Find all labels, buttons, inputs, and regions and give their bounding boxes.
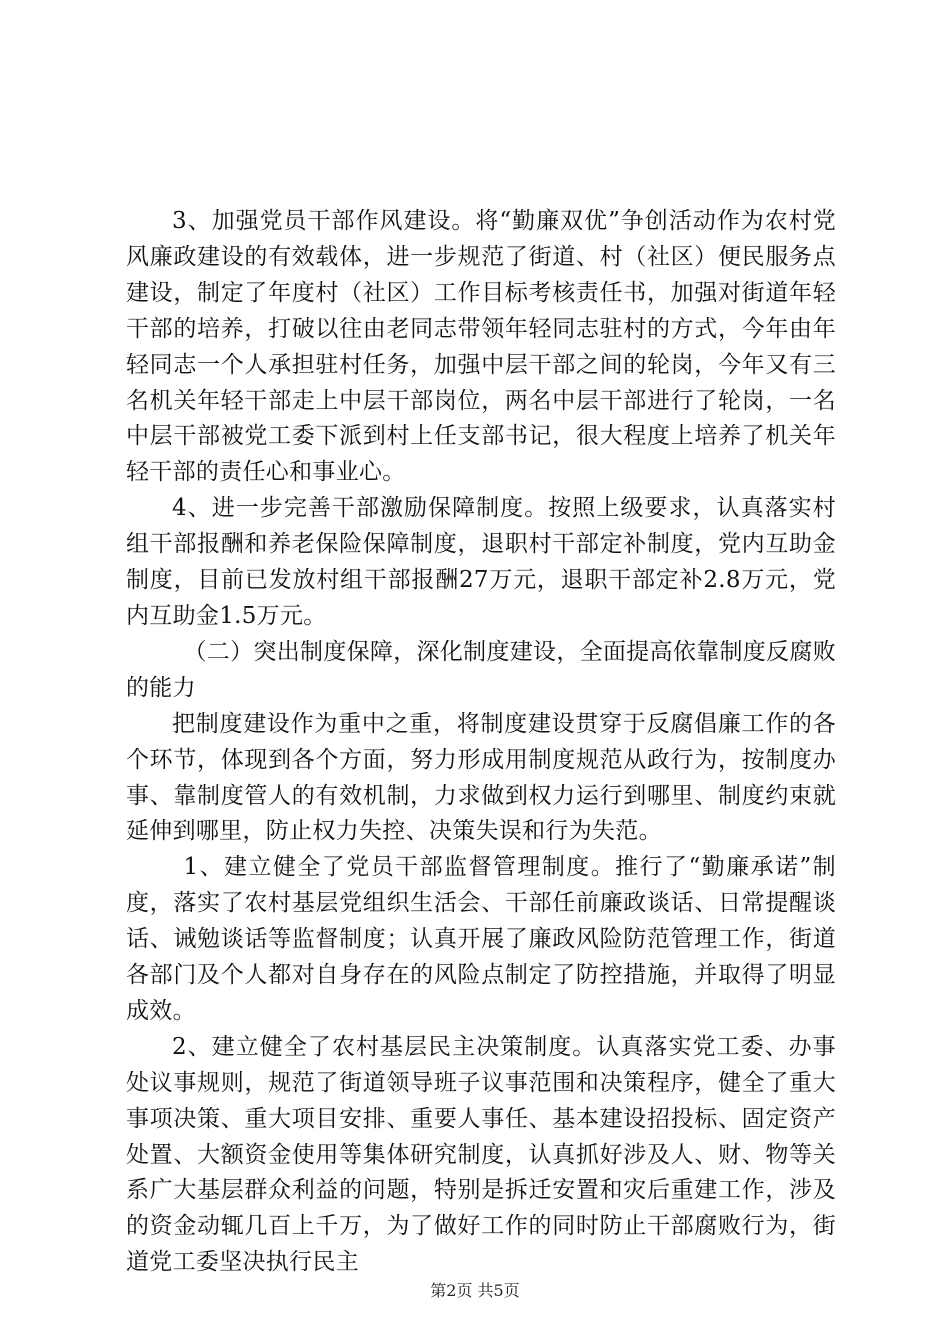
paragraph-incentive-system: 4、进一步完善干部激励保障制度。按照上级要求，认真落实村组干部报酬和养老保险保障制度，退职村干部定补制度，党内互助金制度，目前已发放村组干部报酬27万元，退职干部定补2.8万元，党内互助金1.5万元。: [126, 495, 836, 629]
paragraph-work-style: 3、加强党员干部作风建设。将“勤廉双优”争创活动作为农村党风廉政建设的有效载体，进一步规范了街道、村（社区）便民服务点建设，制定了年度村（社区）工作目标考核责任书，加强对街道年轻干部的培养，打破以往由老同志带领年轻同志驻村的方式，今年由年轻同志一个人承担驻村任务，加强中层干部之间的轮岗，今年又有三名机关年轻干部走上中层干部岗位，两名中层干部进行了轮岗，一名中层干部被党工委下派到村上任支部书记，很大程度上培养了机关年轻干部的责任心和事业心。: [126, 208, 836, 486]
paragraph-democratic-decision: 2、建立健全了农村基层民主决策制度。认真落实党工委、办事处议事规则，规范了街道领导班子议事范围和决策程序，健全了重大事项决策、重大项目安排、重要人事任、基本建设招投标、固定资产处置、大额资金使用等集体研究制度，认真抓好涉及人、财、物等关系广大基层群众利益的问题，特别是拆迁安置和灾后重建工作，涉及的资金动辄几百上千万，为了做好工作的同时防止干部腐败行为，街道党工委坚决执行民主: [126, 1033, 836, 1276]
paragraph-supervision-system: 1、建立健全了党员干部监督管理制度。推行了“勤廉承诺”制度，落实了农村基层党组织生活会、干部任前廉政谈话、日常提醒谈话、诫勉谈话等监督制度；认真开展了廉政风险防范管理工作，街道各部门及个人都对自身存在的风险点制定了防控措施，并取得了明显成效。: [126, 854, 836, 1024]
document-body: [126, 204, 836, 1281]
section-heading-institution: （二）突出制度保障，深化制度建设，全面提高依靠制度反腐败的能力: [126, 638, 836, 701]
page-footer: 第2页 共5页: [430, 1281, 520, 1300]
paragraph-institution-building: 把制度建设作为重中之重，将制度建设贯穿于反腐倡廉工作的各个环节，体现到各个方面，努力形成用制度规范从政行为，按制度办事、靠制度管人的有效机制，力求做到权力运行到哪里、制度约束就延伸到哪里，防止权力失控、决策失误和行为失范。: [126, 710, 836, 845]
